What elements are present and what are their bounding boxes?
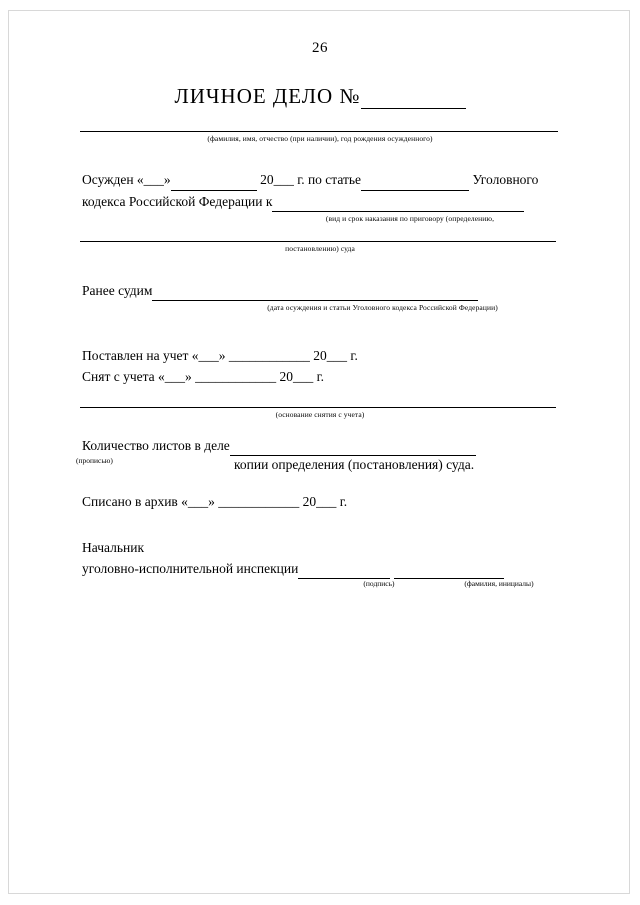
sheets-count-blank [230, 435, 476, 456]
title-blank-line [361, 83, 466, 109]
page-number: 26 [312, 40, 328, 56]
ruling-caption: постановлению) суда [285, 244, 355, 254]
chief-label: Начальник [82, 539, 145, 555]
document-content [74, 40, 566, 588]
fio-caption: (фамилия, имя, отчество (при наличии), год рождения осужденного) [207, 134, 433, 143]
convicted-month-blank [171, 169, 257, 190]
deregistration-rule [80, 407, 556, 408]
convicted-prefix: Осужден «___» [82, 172, 171, 188]
convicted-line-1 [74, 169, 566, 190]
registration-line: Поставлен на учет «___» ____________ 20___ г. [82, 348, 358, 364]
archive-line: Списано в архив «___» ____________ 20___ г. [82, 493, 348, 509]
inspection-label: уголовно-исполнительной инспекции [82, 561, 299, 577]
sheets-count-caption: (прописью) [76, 456, 113, 466]
prior-conviction-blank [152, 280, 478, 301]
fio-rule [80, 131, 558, 132]
signature-blank [298, 558, 390, 579]
signature-caption: (подпись) [363, 579, 395, 589]
signature-captions [74, 579, 566, 588]
page-title [74, 83, 566, 109]
prior-conviction-caption: (дата осуждения и статьи Уголовного кодекса Российской Федерации) [267, 302, 498, 312]
deregistration-line: Снят с учета «___» ____________ 20___ г. [82, 368, 325, 384]
prior-conviction-line [74, 280, 566, 301]
sheets-count-label: Количество листов в деле [82, 438, 230, 454]
name-initials-caption: (фамилия, инициалы) [464, 579, 534, 589]
inspection-line [74, 558, 566, 579]
prior-conviction-label: Ранее судим [82, 282, 153, 298]
punishment-blank [272, 191, 524, 212]
convicted-article-label: г. по статье [297, 172, 362, 188]
convicted-article-blank [361, 169, 469, 190]
ruling-rule [80, 241, 556, 242]
code-rf-label: кодекса Российской Федерации к [82, 193, 273, 209]
deregistration-caption: (основание снятия с учета) [275, 409, 365, 419]
punishment-caption: (вид и срок наказания по приговору (определению, [325, 213, 495, 223]
convicted-line-2 [74, 191, 566, 212]
sheets-count-line [74, 435, 566, 456]
name-initials-blank [394, 558, 504, 579]
convicted-code-suffix: Уголовного [472, 172, 539, 188]
convicted-year: 20___ [260, 172, 294, 188]
page-title-text: ЛИЧНОЕ ДЕЛО № [174, 84, 361, 108]
copies-line: копии определения (постановления) суда. [234, 457, 475, 473]
